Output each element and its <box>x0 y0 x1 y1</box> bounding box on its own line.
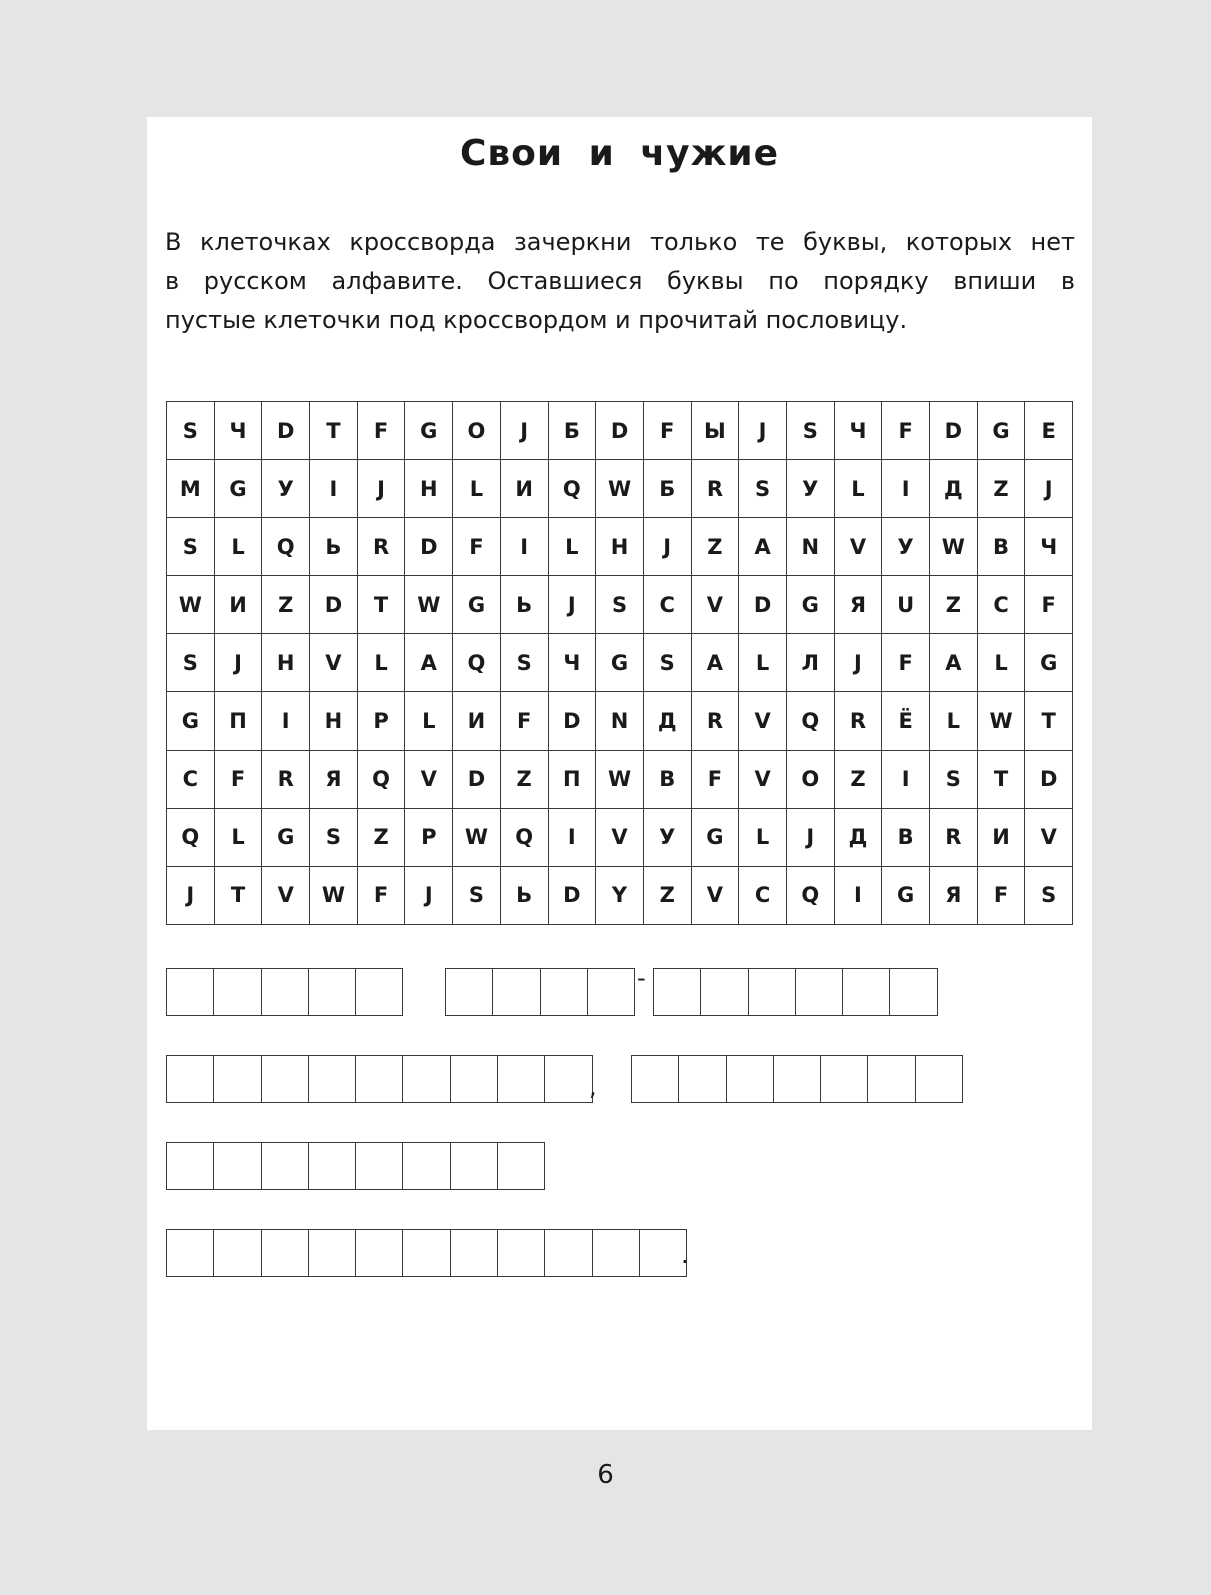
grid-cell[interactable]: У <box>882 518 930 576</box>
grid-cell[interactable]: F <box>882 402 930 460</box>
answer-box[interactable] <box>796 969 843 1016</box>
grid-cell[interactable]: I <box>549 809 597 867</box>
grid-cell[interactable]: W <box>405 576 453 634</box>
answer-box[interactable] <box>167 1143 214 1190</box>
grid-cell[interactable]: D <box>596 402 644 460</box>
answer-box[interactable] <box>262 969 309 1016</box>
answer-box[interactable] <box>167 1230 214 1277</box>
grid-cell[interactable]: V <box>692 576 740 634</box>
grid-cell[interactable]: I <box>310 460 358 518</box>
answer-box[interactable] <box>916 1056 963 1103</box>
answer-box[interactable] <box>356 1056 403 1103</box>
answer-box[interactable] <box>451 1230 498 1277</box>
instructions-text <box>165 223 1075 340</box>
grid-cell[interactable]: R <box>358 518 406 576</box>
grid-cell[interactable]: Ы <box>692 402 740 460</box>
grid-cell[interactable]: Ь <box>310 518 358 576</box>
grid-cell[interactable]: C <box>167 751 215 809</box>
grid-cell[interactable]: L <box>978 634 1026 692</box>
grid-cell[interactable]: Z <box>692 518 740 576</box>
grid-cell[interactable]: П <box>549 751 597 809</box>
grid-cell[interactable]: S <box>453 867 501 925</box>
grid-cell[interactable]: F <box>358 402 406 460</box>
instructions-line: в русском алфавите. Оставшиеся буквы по порядку впиши в <box>165 267 1075 295</box>
grid-cell[interactable]: Я <box>310 751 358 809</box>
grid-cell[interactable]: S <box>596 576 644 634</box>
grid-cell[interactable]: I <box>882 460 930 518</box>
grid-cell[interactable]: Я <box>930 867 978 925</box>
grid-cell[interactable]: Д <box>835 809 883 867</box>
answer-box[interactable] <box>654 969 701 1016</box>
answer-box[interactable] <box>890 969 937 1016</box>
grid-cell[interactable]: Д <box>930 460 978 518</box>
grid-cell[interactable]: Q <box>549 460 597 518</box>
grid-cell[interactable]: V <box>739 692 787 750</box>
answer-box[interactable] <box>749 969 796 1016</box>
grid-cell[interactable]: N <box>596 692 644 750</box>
grid-cell[interactable]: V <box>692 867 740 925</box>
period-mark: . <box>681 1241 689 1269</box>
answer-box[interactable] <box>774 1056 821 1103</box>
grid-cell[interactable]: W <box>930 518 978 576</box>
grid-cell[interactable]: Y <box>596 867 644 925</box>
grid-cell[interactable]: Д <box>644 692 692 750</box>
grid-cell[interactable]: G <box>405 402 453 460</box>
grid-cell[interactable]: Z <box>501 751 549 809</box>
grid-cell[interactable]: Q <box>787 692 835 750</box>
grid-cell[interactable]: I <box>835 867 883 925</box>
grid-cell[interactable]: F <box>358 867 406 925</box>
answer-word <box>653 968 938 1016</box>
grid-cell[interactable]: У <box>262 460 310 518</box>
grid-cell[interactable]: G <box>787 576 835 634</box>
grid-cell[interactable]: F <box>1025 576 1073 634</box>
grid-cell[interactable]: G <box>882 867 930 925</box>
grid-cell[interactable]: S <box>739 460 787 518</box>
grid-cell[interactable]: V <box>310 634 358 692</box>
grid-cell[interactable]: H <box>262 634 310 692</box>
grid-cell[interactable]: J <box>644 518 692 576</box>
grid-cell[interactable]: G <box>167 692 215 750</box>
grid-cell[interactable]: T <box>978 751 1026 809</box>
grid-cell[interactable]: G <box>453 576 501 634</box>
grid-cell[interactable]: S <box>501 634 549 692</box>
grid-cell[interactable]: S <box>644 634 692 692</box>
grid-cell[interactable]: Z <box>262 576 310 634</box>
grid-cell[interactable]: J <box>358 460 406 518</box>
grid-cell[interactable]: P <box>358 692 406 750</box>
answer-box[interactable] <box>498 1230 545 1277</box>
grid-cell[interactable]: Q <box>453 634 501 692</box>
grid-cell[interactable]: T <box>215 867 263 925</box>
grid-cell[interactable]: J <box>167 867 215 925</box>
grid-cell[interactable]: П <box>215 692 263 750</box>
grid-cell[interactable]: Ч <box>215 402 263 460</box>
grid-cell[interactable]: G <box>978 402 1026 460</box>
grid-cell[interactable]: J <box>739 402 787 460</box>
answer-box[interactable] <box>821 1056 868 1103</box>
answer-box[interactable] <box>403 1230 450 1277</box>
answer-box[interactable] <box>451 1143 498 1190</box>
grid-cell[interactable]: W <box>596 460 644 518</box>
grid-cell[interactable]: Z <box>644 867 692 925</box>
grid-cell[interactable]: S <box>1025 867 1073 925</box>
grid-cell[interactable]: L <box>930 692 978 750</box>
grid-cell[interactable]: Z <box>978 460 1026 518</box>
grid-cell[interactable]: J <box>405 867 453 925</box>
grid-cell[interactable]: C <box>978 576 1026 634</box>
grid-cell[interactable]: R <box>692 692 740 750</box>
answer-box[interactable] <box>262 1056 309 1103</box>
grid-cell[interactable]: И <box>978 809 1026 867</box>
grid-cell[interactable]: D <box>453 751 501 809</box>
grid-cell[interactable]: S <box>167 518 215 576</box>
grid-cell[interactable]: A <box>692 634 740 692</box>
answer-box[interactable] <box>541 969 588 1016</box>
grid-cell[interactable]: J <box>549 576 597 634</box>
answer-word <box>631 1055 963 1103</box>
answer-box[interactable] <box>309 1143 356 1190</box>
answer-word <box>166 968 403 1016</box>
grid-cell[interactable]: D <box>549 867 597 925</box>
grid-cell[interactable]: Б <box>644 460 692 518</box>
instructions-line: пустые клеточки под кроссвордом и прочитай пословицу. <box>165 306 908 334</box>
grid-cell[interactable]: Z <box>835 751 883 809</box>
grid-cell[interactable]: B <box>882 809 930 867</box>
answer-box[interactable] <box>262 1230 309 1277</box>
answer-box[interactable] <box>214 1230 261 1277</box>
grid-cell[interactable]: O <box>787 751 835 809</box>
answer-box[interactable] <box>868 1056 915 1103</box>
answer-box[interactable] <box>498 1056 545 1103</box>
grid-cell[interactable]: S <box>310 809 358 867</box>
grid-cell[interactable]: I <box>501 518 549 576</box>
answer-box[interactable] <box>356 1230 403 1277</box>
answer-box[interactable] <box>593 1230 640 1277</box>
grid-cell[interactable]: R <box>930 809 978 867</box>
answer-box[interactable] <box>309 1056 356 1103</box>
grid-cell[interactable]: H <box>310 692 358 750</box>
grid-cell[interactable]: D <box>1025 751 1073 809</box>
answer-box[interactable] <box>545 1230 592 1277</box>
grid-cell[interactable]: M <box>167 460 215 518</box>
grid-cell[interactable]: V <box>405 751 453 809</box>
grid-cell[interactable]: G <box>692 809 740 867</box>
answer-box[interactable] <box>167 969 214 1016</box>
grid-cell[interactable]: F <box>215 751 263 809</box>
answer-box[interactable] <box>701 969 748 1016</box>
grid-cell[interactable]: D <box>310 576 358 634</box>
grid-cell[interactable]: R <box>835 692 883 750</box>
grid-cell[interactable]: J <box>835 634 883 692</box>
grid-cell[interactable]: W <box>596 751 644 809</box>
answer-box[interactable] <box>356 969 403 1016</box>
grid-cell[interactable]: V <box>1025 809 1073 867</box>
grid-cell[interactable]: T <box>358 576 406 634</box>
grid-cell[interactable]: И <box>215 576 263 634</box>
grid-cell[interactable]: L <box>835 460 883 518</box>
answer-box[interactable] <box>403 1056 450 1103</box>
grid-cell[interactable]: A <box>930 634 978 692</box>
grid-cell[interactable]: Ё <box>882 692 930 750</box>
answer-box[interactable] <box>214 1143 261 1190</box>
grid-cell[interactable]: H <box>596 518 644 576</box>
grid-cell[interactable]: B <box>978 518 1026 576</box>
grid-cell[interactable]: A <box>405 634 453 692</box>
grid-cell[interactable]: D <box>549 692 597 750</box>
grid-cell[interactable]: L <box>358 634 406 692</box>
grid-cell[interactable]: L <box>215 518 263 576</box>
grid-cell[interactable]: L <box>215 809 263 867</box>
grid-cell[interactable]: Я <box>835 576 883 634</box>
grid-cell[interactable]: V <box>835 518 883 576</box>
instructions-line: В клеточках кроссворда зачеркни только те буквы, которых нет <box>165 228 1075 256</box>
grid-cell[interactable]: D <box>930 402 978 460</box>
grid-cell[interactable]: Ч <box>1025 518 1073 576</box>
grid-cell[interactable]: F <box>644 402 692 460</box>
grid-cell[interactable]: D <box>739 576 787 634</box>
answer-box[interactable] <box>309 1230 356 1277</box>
grid-cell[interactable]: Z <box>930 576 978 634</box>
answer-box[interactable] <box>262 1143 309 1190</box>
grid-cell[interactable]: У <box>787 460 835 518</box>
grid-cell[interactable]: J <box>1025 460 1073 518</box>
grid-cell[interactable]: S <box>787 402 835 460</box>
answer-box[interactable] <box>588 969 635 1016</box>
grid-cell[interactable]: E <box>1025 402 1073 460</box>
grid-cell[interactable]: D <box>405 518 453 576</box>
grid-cell[interactable]: J <box>787 809 835 867</box>
grid-cell[interactable]: Q <box>787 867 835 925</box>
grid-cell[interactable]: U <box>882 576 930 634</box>
grid-cell[interactable]: F <box>501 692 549 750</box>
grid-cell[interactable]: I <box>882 751 930 809</box>
grid-cell[interactable]: A <box>739 518 787 576</box>
grid-cell[interactable]: G <box>1025 634 1073 692</box>
answer-box[interactable] <box>214 969 261 1016</box>
hyphen-mark: - <box>637 964 646 992</box>
answer-box[interactable] <box>214 1056 261 1103</box>
grid-cell[interactable]: L <box>405 692 453 750</box>
answer-box[interactable] <box>843 969 890 1016</box>
grid-cell[interactable]: R <box>692 460 740 518</box>
answer-box[interactable] <box>356 1143 403 1190</box>
grid-cell[interactable]: O <box>453 402 501 460</box>
answer-box[interactable] <box>498 1143 545 1190</box>
answer-box[interactable] <box>309 969 356 1016</box>
grid-cell[interactable]: W <box>453 809 501 867</box>
page-title: Свои и чужие <box>459 133 780 174</box>
grid-cell[interactable]: Л <box>787 634 835 692</box>
grid-cell[interactable]: T <box>1025 692 1073 750</box>
grid-cell[interactable]: L <box>739 809 787 867</box>
grid-cell[interactable]: Q <box>501 809 549 867</box>
answer-word <box>445 968 635 1016</box>
grid-cell[interactable]: F <box>978 867 1026 925</box>
grid-cell[interactable]: Q <box>167 809 215 867</box>
grid-cell[interactable]: И <box>453 692 501 750</box>
answer-word <box>166 1055 593 1103</box>
grid-cell[interactable]: T <box>310 402 358 460</box>
grid-cell[interactable]: V <box>596 809 644 867</box>
grid-cell[interactable]: V <box>262 867 310 925</box>
grid-cell[interactable]: S <box>167 634 215 692</box>
answer-word <box>166 1229 687 1277</box>
worksheet-page <box>147 117 1092 1430</box>
grid-cell[interactable]: P <box>405 809 453 867</box>
grid-cell[interactable]: W <box>310 867 358 925</box>
grid-cell[interactable]: J <box>215 634 263 692</box>
grid-cell[interactable]: C <box>644 576 692 634</box>
grid-cell[interactable]: У <box>644 809 692 867</box>
answer-box[interactable] <box>167 1056 214 1103</box>
answer-box[interactable] <box>632 1056 679 1103</box>
grid-cell[interactable]: Z <box>358 809 406 867</box>
grid-cell[interactable]: V <box>739 751 787 809</box>
grid-cell[interactable]: N <box>787 518 835 576</box>
letter-grid <box>166 401 1073 925</box>
answer-box[interactable] <box>451 1056 498 1103</box>
grid-cell[interactable]: Q <box>358 751 406 809</box>
grid-cell[interactable]: S <box>167 402 215 460</box>
answer-box[interactable] <box>493 969 540 1016</box>
grid-cell[interactable]: C <box>739 867 787 925</box>
answer-box[interactable] <box>403 1143 450 1190</box>
answer-word <box>166 1142 545 1190</box>
answer-box[interactable] <box>545 1056 592 1103</box>
grid-cell[interactable]: G <box>262 809 310 867</box>
comma-mark: , <box>589 1073 597 1101</box>
grid-cell[interactable]: W <box>978 692 1026 750</box>
grid-cell[interactable]: I <box>262 692 310 750</box>
grid-cell[interactable]: J <box>501 402 549 460</box>
grid-cell[interactable]: G <box>596 634 644 692</box>
grid-cell[interactable]: Б <box>549 402 597 460</box>
grid-cell[interactable]: L <box>739 634 787 692</box>
grid-cell[interactable]: L <box>453 460 501 518</box>
page-number: 6 <box>597 1460 614 1490</box>
grid-cell[interactable]: Ч <box>835 402 883 460</box>
answer-box[interactable] <box>727 1056 774 1103</box>
grid-cell[interactable]: F <box>692 751 740 809</box>
grid-cell[interactable]: F <box>882 634 930 692</box>
grid-cell[interactable]: R <box>262 751 310 809</box>
grid-cell[interactable]: W <box>167 576 215 634</box>
grid-cell[interactable]: S <box>930 751 978 809</box>
grid-cell[interactable]: Ь <box>501 867 549 925</box>
grid-cell[interactable]: L <box>549 518 597 576</box>
grid-cell[interactable]: Ь <box>501 576 549 634</box>
grid-cell[interactable]: D <box>262 402 310 460</box>
grid-cell[interactable]: B <box>644 751 692 809</box>
grid-cell[interactable]: И <box>501 460 549 518</box>
grid-cell[interactable]: G <box>215 460 263 518</box>
grid-cell[interactable]: Q <box>262 518 310 576</box>
answer-box[interactable] <box>446 969 493 1016</box>
grid-cell[interactable]: H <box>405 460 453 518</box>
grid-cell[interactable]: F <box>453 518 501 576</box>
grid-cell[interactable]: Ч <box>549 634 597 692</box>
answer-box[interactable] <box>679 1056 726 1103</box>
